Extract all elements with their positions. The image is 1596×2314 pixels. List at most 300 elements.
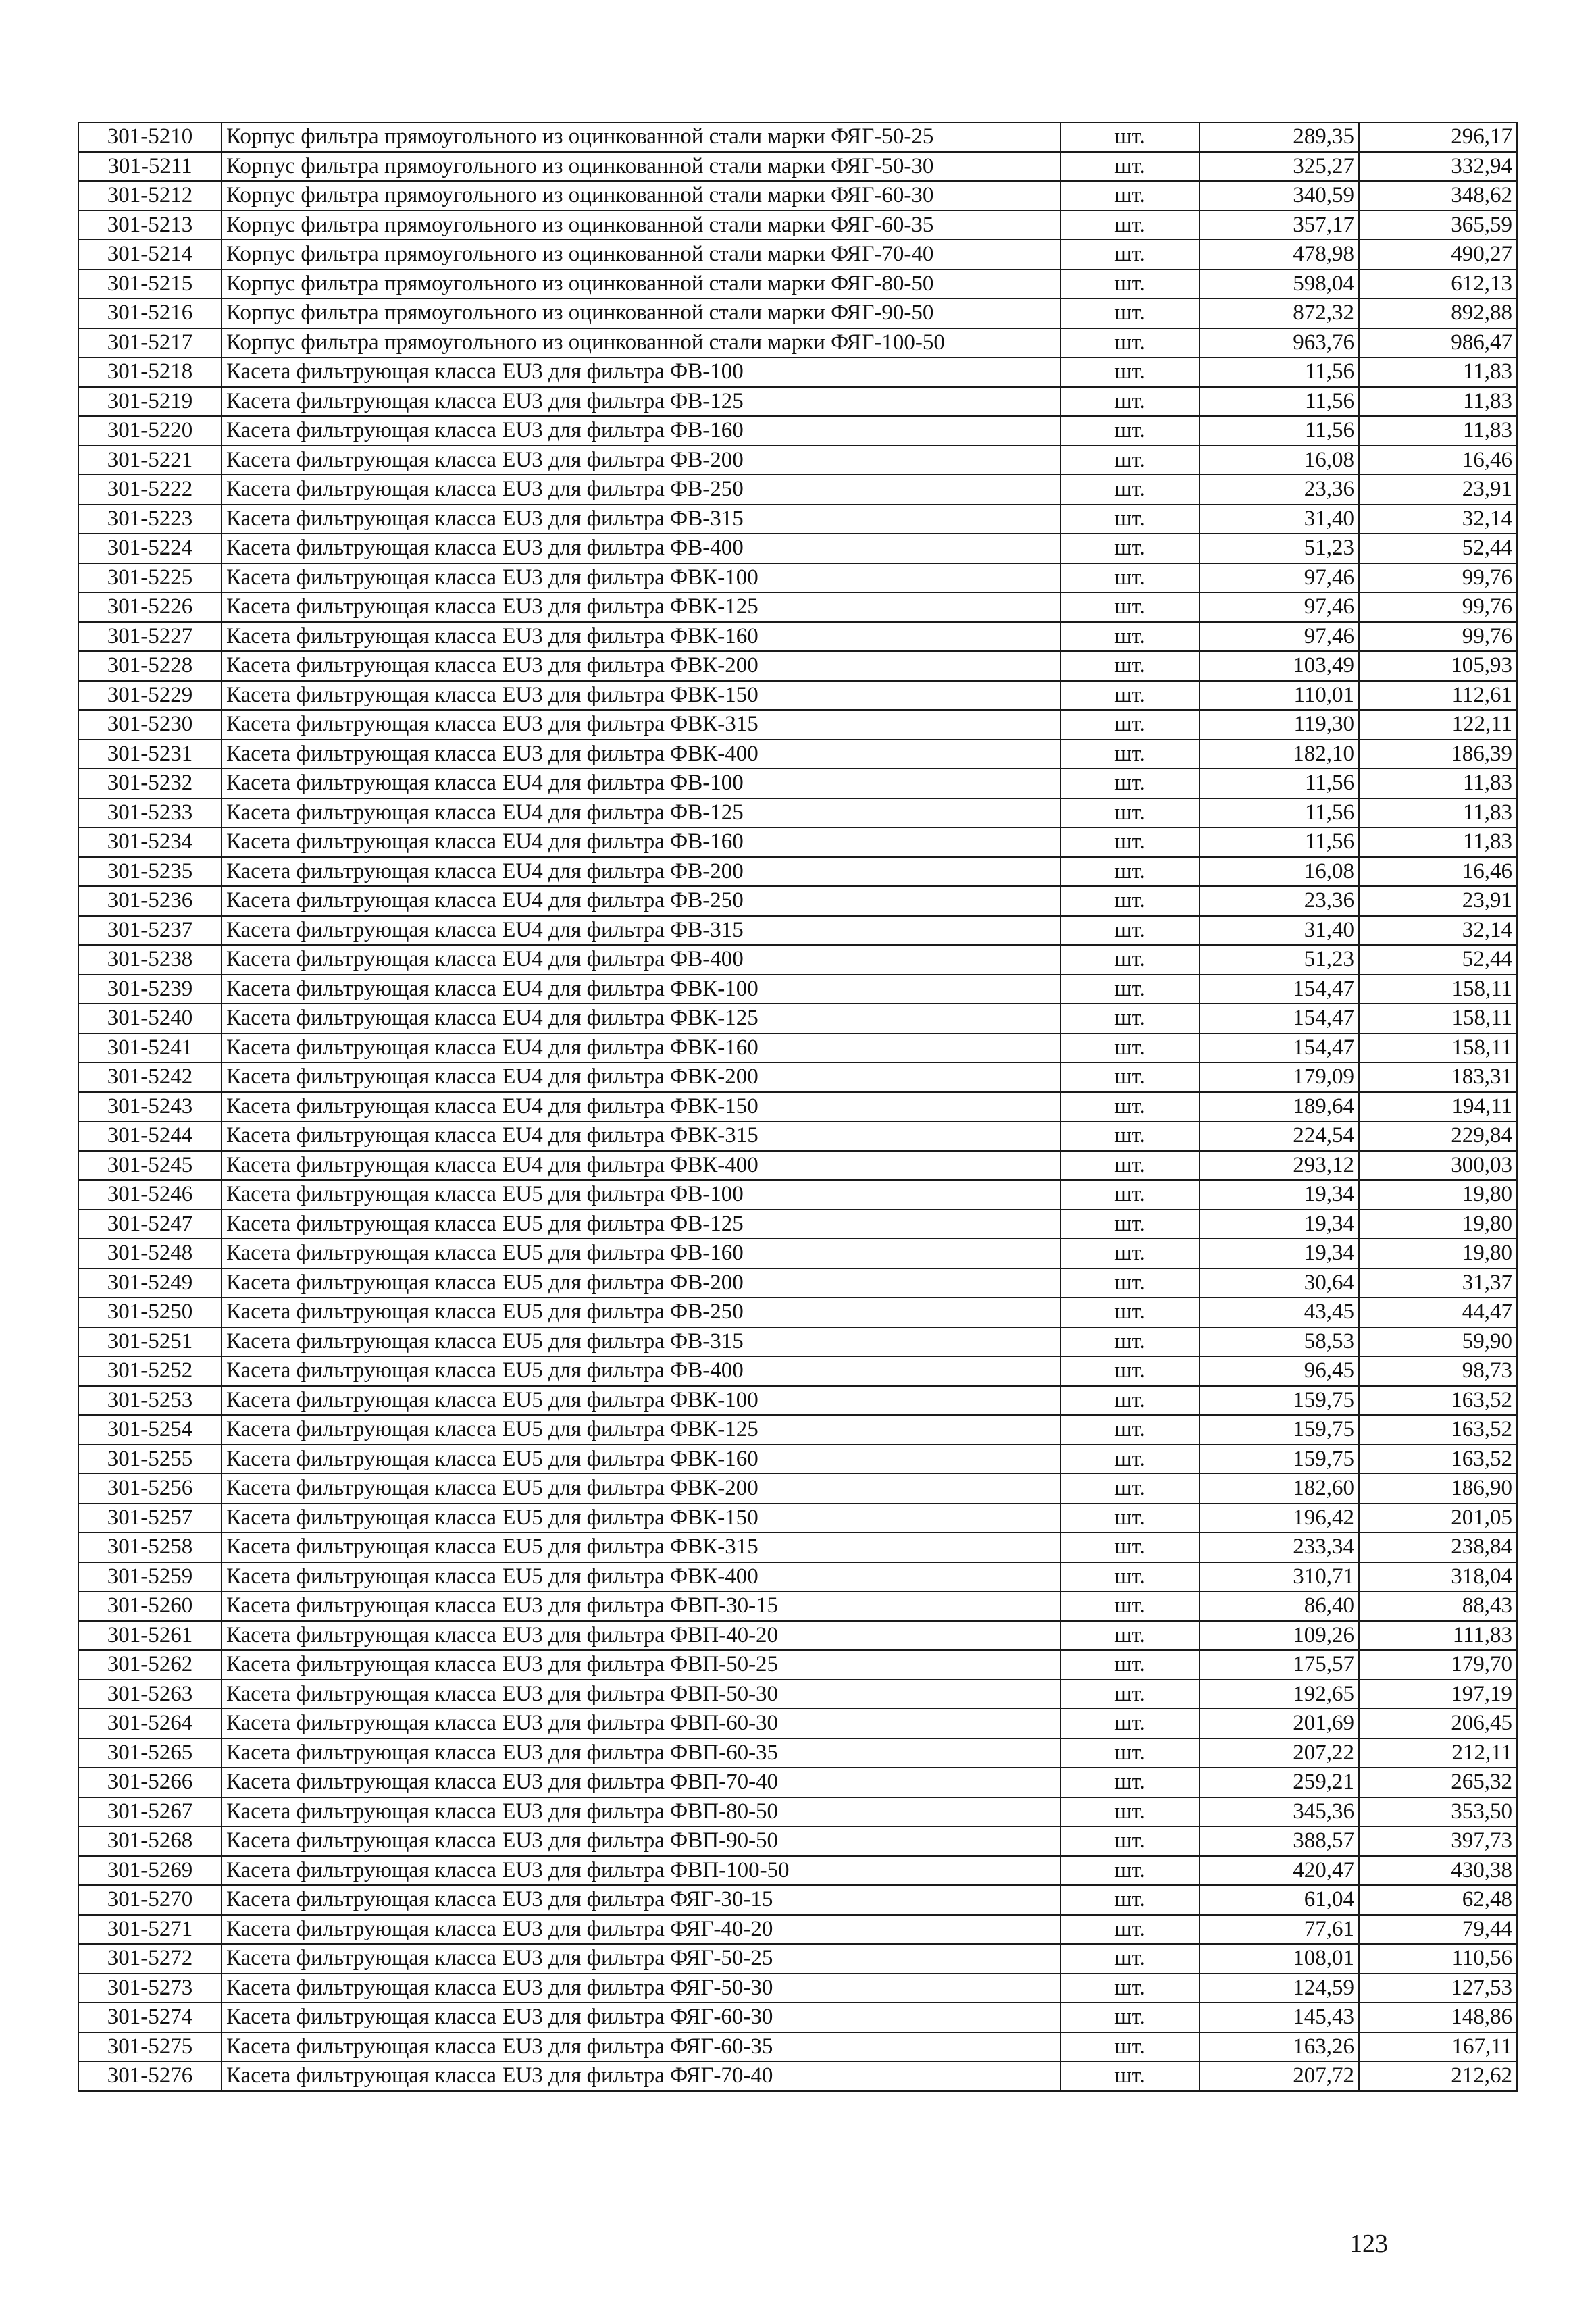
unit-cell: шт.	[1060, 505, 1200, 534]
table-row	[78, 1062, 1517, 1092]
unit-cell: шт.	[1060, 475, 1200, 505]
item-code-cell: 301-5241	[78, 1033, 222, 1063]
table-row	[78, 1474, 1517, 1503]
unit-cell: шт.	[1060, 710, 1200, 740]
price-cell-1: 154,47	[1200, 1033, 1359, 1063]
price-cell-2: 430,38	[1359, 1856, 1517, 1886]
item-code-cell: 301-5246	[78, 1180, 222, 1210]
price-cell-1: 224,54	[1200, 1121, 1359, 1151]
table-row	[78, 1856, 1517, 1886]
price-cell-2: 212,62	[1359, 2061, 1517, 2091]
item-code-cell: 301-5256	[78, 1474, 222, 1503]
item-code-cell: 301-5268	[78, 1826, 222, 1856]
table-row	[78, 1621, 1517, 1651]
price-cell-2: 186,39	[1359, 740, 1517, 769]
item-code-cell: 301-5237	[78, 916, 222, 946]
unit-cell: шт.	[1060, 975, 1200, 1004]
table-row	[78, 651, 1517, 681]
price-cell-1: 159,75	[1200, 1415, 1359, 1445]
item-code-cell: 301-5262	[78, 1650, 222, 1680]
price-cell-1: 61,04	[1200, 1885, 1359, 1915]
item-code-cell: 301-5263	[78, 1680, 222, 1709]
price-cell-2: 112,61	[1359, 681, 1517, 711]
price-cell-1: 119,30	[1200, 710, 1359, 740]
unit-cell: шт.	[1060, 769, 1200, 798]
price-cell-1: 16,08	[1200, 857, 1359, 887]
price-cell-2: 353,50	[1359, 1797, 1517, 1827]
table-row	[78, 181, 1517, 211]
item-code-cell: 301-5238	[78, 945, 222, 975]
table-row	[78, 1562, 1517, 1592]
item-code-cell: 301-5242	[78, 1062, 222, 1092]
price-cell-1: 11,56	[1200, 798, 1359, 828]
table-row	[78, 1768, 1517, 1797]
table-row	[78, 798, 1517, 828]
price-cell-1: 179,09	[1200, 1062, 1359, 1092]
unit-cell: шт.	[1060, 592, 1200, 622]
item-name-cell: Касета фильтрующая класса EU5 для фильтра ФВ-125	[222, 1210, 1060, 1239]
table-row	[78, 1533, 1517, 1562]
price-cell-2: 183,31	[1359, 1062, 1517, 1092]
item-code-cell: 301-5269	[78, 1856, 222, 1886]
price-cell-2: 238,84	[1359, 1533, 1517, 1562]
item-name-cell: Корпус фильтра прямоугольного из оцинкованной стали марки ФЯГ-100-50	[222, 328, 1060, 358]
price-cell-1: 259,21	[1200, 1768, 1359, 1797]
table-row	[78, 1503, 1517, 1533]
unit-cell: шт.	[1060, 1474, 1200, 1503]
table-row	[78, 1944, 1517, 1974]
item-name-cell: Корпус фильтра прямоугольного из оцинкованной стали марки ФЯГ-60-35	[222, 211, 1060, 240]
item-name-cell: Касета фильтрующая класса EU3 для фильтра ФВП-40-20	[222, 1621, 1060, 1651]
item-code-cell: 301-5235	[78, 857, 222, 887]
unit-cell: шт.	[1060, 1268, 1200, 1298]
unit-cell: шт.	[1060, 1033, 1200, 1063]
price-cell-2: 332,94	[1359, 152, 1517, 182]
item-code-cell: 301-5217	[78, 328, 222, 358]
price-cell-1: 196,42	[1200, 1503, 1359, 1533]
unit-cell: шт.	[1060, 240, 1200, 269]
table-row	[78, 1974, 1517, 2003]
price-cell-2: 19,80	[1359, 1239, 1517, 1268]
item-code-cell: 301-5219	[78, 387, 222, 417]
price-cell-2: 201,05	[1359, 1503, 1517, 1533]
item-code-cell: 301-5225	[78, 563, 222, 593]
item-name-cell: Касета фильтрующая класса EU3 для фильтра ФЯГ-60-30	[222, 2003, 1060, 2032]
item-name-cell: Касета фильтрующая класса EU3 для фильтра ФВК-150	[222, 681, 1060, 711]
item-name-cell: Касета фильтрующая класса EU3 для фильтра ФВ-315	[222, 505, 1060, 534]
item-name-cell: Касета фильтрующая класса EU3 для фильтра ФЯГ-60-35	[222, 2032, 1060, 2062]
price-cell-1: 19,34	[1200, 1239, 1359, 1268]
price-cell-2: 98,73	[1359, 1356, 1517, 1386]
table-row	[78, 563, 1517, 593]
unit-cell: шт.	[1060, 2003, 1200, 2032]
price-cell-1: 11,56	[1200, 416, 1359, 446]
price-cell-2: 105,93	[1359, 651, 1517, 681]
price-cell-1: 293,12	[1200, 1151, 1359, 1181]
item-name-cell: Касета фильтрующая класса EU5 для фильтра ФВК-125	[222, 1415, 1060, 1445]
item-name-cell: Касета фильтрующая класса EU4 для фильтра ФВК-100	[222, 975, 1060, 1004]
table-row	[78, 1915, 1517, 1945]
unit-cell: шт.	[1060, 1915, 1200, 1945]
table-row	[78, 1327, 1517, 1357]
table-row	[78, 446, 1517, 475]
table-row	[78, 2061, 1517, 2091]
price-cell-2: 110,56	[1359, 1944, 1517, 1974]
item-code-cell: 301-5248	[78, 1239, 222, 1268]
item-name-cell: Касета фильтрующая класса EU3 для фильтра ФВП-60-35	[222, 1739, 1060, 1768]
unit-cell: шт.	[1060, 1533, 1200, 1562]
price-cell-1: 86,40	[1200, 1591, 1359, 1621]
price-cell-2: 19,80	[1359, 1210, 1517, 1239]
table-row	[78, 1739, 1517, 1768]
price-cell-2: 490,27	[1359, 240, 1517, 269]
price-cell-1: 325,27	[1200, 152, 1359, 182]
price-cell-2: 397,73	[1359, 1826, 1517, 1856]
price-cell-1: 192,65	[1200, 1680, 1359, 1709]
item-code-cell: 301-5275	[78, 2032, 222, 2062]
price-cell-1: 233,34	[1200, 1533, 1359, 1562]
unit-cell: шт.	[1060, 299, 1200, 328]
price-cell-1: 51,23	[1200, 945, 1359, 975]
price-cell-1: 97,46	[1200, 563, 1359, 593]
price-cell-1: 201,69	[1200, 1709, 1359, 1739]
unit-cell: шт.	[1060, 2061, 1200, 2091]
price-cell-1: 124,59	[1200, 1974, 1359, 2003]
table-row	[78, 1239, 1517, 1268]
item-name-cell: Касета фильтрующая класса EU3 для фильтра ФВК-100	[222, 563, 1060, 593]
unit-cell: шт.	[1060, 1680, 1200, 1709]
price-cell-2: 212,11	[1359, 1739, 1517, 1768]
item-name-cell: Касета фильтрующая класса EU3 для фильтра ФВП-80-50	[222, 1797, 1060, 1827]
item-code-cell: 301-5244	[78, 1121, 222, 1151]
item-code-cell: 301-5272	[78, 1944, 222, 1974]
item-code-cell: 301-5231	[78, 740, 222, 769]
table-row	[78, 857, 1517, 887]
item-code-cell: 301-5221	[78, 446, 222, 475]
item-name-cell: Касета фильтрующая класса EU3 для фильтра ФЯГ-30-15	[222, 1885, 1060, 1915]
item-code-cell: 301-5257	[78, 1503, 222, 1533]
item-name-cell: Касета фильтрующая класса EU5 для фильтра ФВ-200	[222, 1268, 1060, 1298]
table-row	[78, 975, 1517, 1004]
price-cell-1: 30,64	[1200, 1268, 1359, 1298]
price-cell-2: 62,48	[1359, 1885, 1517, 1915]
unit-cell: шт.	[1060, 1356, 1200, 1386]
price-cell-2: 52,44	[1359, 534, 1517, 563]
price-cell-1: 31,40	[1200, 505, 1359, 534]
price-cell-2: 16,46	[1359, 857, 1517, 887]
unit-cell: шт.	[1060, 1151, 1200, 1181]
item-code-cell: 301-5267	[78, 1797, 222, 1827]
item-code-cell: 301-5210	[78, 122, 222, 152]
price-cell-1: 154,47	[1200, 1004, 1359, 1033]
price-cell-2: 79,44	[1359, 1915, 1517, 1945]
price-cell-1: 19,34	[1200, 1210, 1359, 1239]
price-cell-2: 99,76	[1359, 592, 1517, 622]
unit-cell: шт.	[1060, 1210, 1200, 1239]
price-cell-2: 11,83	[1359, 769, 1517, 798]
price-cell-1: 345,36	[1200, 1797, 1359, 1827]
table-row	[78, 1591, 1517, 1621]
item-name-cell: Касета фильтрующая класса EU4 для фильтра ФВ-160	[222, 827, 1060, 857]
price-cell-1: 109,26	[1200, 1621, 1359, 1651]
price-cell-2: 23,91	[1359, 475, 1517, 505]
unit-cell: шт.	[1060, 651, 1200, 681]
table-row	[78, 827, 1517, 857]
unit-cell: шт.	[1060, 1562, 1200, 1592]
unit-cell: шт.	[1060, 1327, 1200, 1357]
item-code-cell: 301-5214	[78, 240, 222, 269]
unit-cell: шт.	[1060, 1709, 1200, 1739]
price-cell-1: 207,72	[1200, 2061, 1359, 2091]
unit-cell: шт.	[1060, 827, 1200, 857]
item-code-cell: 301-5222	[78, 475, 222, 505]
unit-cell: шт.	[1060, 122, 1200, 152]
table-row	[78, 592, 1517, 622]
item-code-cell: 301-5226	[78, 592, 222, 622]
item-name-cell: Касета фильтрующая класса EU5 для фильтра ФВ-100	[222, 1180, 1060, 1210]
item-name-cell: Касета фильтрующая класса EU4 для фильтра ФВ-400	[222, 945, 1060, 975]
price-cell-1: 77,61	[1200, 1915, 1359, 1945]
item-code-cell: 301-5274	[78, 2003, 222, 2032]
price-cell-2: 348,62	[1359, 181, 1517, 211]
price-cell-2: 11,83	[1359, 827, 1517, 857]
table-row	[78, 916, 1517, 946]
item-name-cell: Касета фильтрующая класса EU3 для фильтра ФВП-30-15	[222, 1591, 1060, 1621]
unit-cell: шт.	[1060, 1768, 1200, 1797]
unit-cell: шт.	[1060, 1826, 1200, 1856]
unit-cell: шт.	[1060, 1415, 1200, 1445]
item-name-cell: Касета фильтрующая класса EU3 для фильтра ФВП-50-25	[222, 1650, 1060, 1680]
price-cell-1: 16,08	[1200, 446, 1359, 475]
unit-cell: шт.	[1060, 1062, 1200, 1092]
item-code-cell: 301-5223	[78, 505, 222, 534]
table-row	[78, 1680, 1517, 1709]
unit-cell: шт.	[1060, 1121, 1200, 1151]
item-code-cell: 301-5255	[78, 1445, 222, 1474]
table-row	[78, 269, 1517, 299]
price-cell-2: 19,80	[1359, 1180, 1517, 1210]
price-cell-2: 11,83	[1359, 387, 1517, 417]
price-cell-2: 892,88	[1359, 299, 1517, 328]
unit-cell: шт.	[1060, 269, 1200, 299]
price-cell-2: 88,43	[1359, 1591, 1517, 1621]
unit-cell: шт.	[1060, 357, 1200, 387]
table-row	[78, 1356, 1517, 1386]
price-cell-2: 99,76	[1359, 563, 1517, 593]
price-cell-2: 179,70	[1359, 1650, 1517, 1680]
item-code-cell: 301-5243	[78, 1092, 222, 1122]
item-code-cell: 301-5273	[78, 1974, 222, 2003]
price-cell-2: 99,76	[1359, 622, 1517, 652]
unit-cell: шт.	[1060, 1621, 1200, 1651]
price-cell-1: 420,47	[1200, 1856, 1359, 1886]
table-row	[78, 240, 1517, 269]
table-row	[78, 328, 1517, 358]
price-cell-1: 159,75	[1200, 1445, 1359, 1474]
table-row	[78, 1180, 1517, 1210]
price-cell-1: 963,76	[1200, 328, 1359, 358]
table-row	[78, 769, 1517, 798]
price-cell-1: 110,01	[1200, 681, 1359, 711]
table-row	[78, 1709, 1517, 1739]
price-cell-2: 365,59	[1359, 211, 1517, 240]
unit-cell: шт.	[1060, 798, 1200, 828]
item-code-cell: 301-5213	[78, 211, 222, 240]
price-cell-1: 478,98	[1200, 240, 1359, 269]
unit-cell: шт.	[1060, 211, 1200, 240]
price-cell-2: 163,52	[1359, 1415, 1517, 1445]
item-code-cell: 301-5264	[78, 1709, 222, 1739]
item-code-cell: 301-5240	[78, 1004, 222, 1033]
item-name-cell: Касета фильтрующая класса EU4 для фильтра ФВК-400	[222, 1151, 1060, 1181]
price-cell-1: 163,26	[1200, 2032, 1359, 2062]
price-cell-2: 16,46	[1359, 446, 1517, 475]
table-row	[78, 1797, 1517, 1827]
price-cell-2: 52,44	[1359, 945, 1517, 975]
item-code-cell: 301-5253	[78, 1386, 222, 1416]
price-cell-1: 11,56	[1200, 769, 1359, 798]
item-name-cell: Касета фильтрующая класса EU5 для фильтра ФВК-150	[222, 1503, 1060, 1533]
table-row	[78, 622, 1517, 652]
unit-cell: шт.	[1060, 916, 1200, 946]
table-row	[78, 357, 1517, 387]
price-cell-2: 111,83	[1359, 1621, 1517, 1651]
unit-cell: шт.	[1060, 2032, 1200, 2062]
unit-cell: шт.	[1060, 1797, 1200, 1827]
table-row	[78, 1268, 1517, 1298]
item-name-cell: Касета фильтрующая класса EU3 для фильтра ФВ-200	[222, 446, 1060, 475]
table-row	[78, 1297, 1517, 1327]
item-code-cell: 301-5220	[78, 416, 222, 446]
table-row	[78, 475, 1517, 505]
item-name-cell: Касета фильтрующая класса EU3 для фильтра ФВК-160	[222, 622, 1060, 652]
price-cell-1: 388,57	[1200, 1826, 1359, 1856]
price-cell-1: 108,01	[1200, 1944, 1359, 1974]
price-cell-1: 58,53	[1200, 1327, 1359, 1357]
unit-cell: шт.	[1060, 1004, 1200, 1033]
item-code-cell: 301-5271	[78, 1915, 222, 1945]
unit-cell: шт.	[1060, 1092, 1200, 1122]
item-code-cell: 301-5236	[78, 886, 222, 916]
unit-cell: шт.	[1060, 1650, 1200, 1680]
item-code-cell: 301-5215	[78, 269, 222, 299]
price-cell-2: 11,83	[1359, 416, 1517, 446]
item-code-cell: 301-5245	[78, 1151, 222, 1181]
price-cell-2: 229,84	[1359, 1121, 1517, 1151]
price-cell-2: 300,03	[1359, 1151, 1517, 1181]
table-body	[78, 122, 1517, 2091]
price-cell-1: 23,36	[1200, 475, 1359, 505]
item-code-cell: 301-5276	[78, 2061, 222, 2091]
price-cell-2: 158,11	[1359, 1033, 1517, 1063]
price-cell-1: 872,32	[1200, 299, 1359, 328]
item-code-cell: 301-5211	[78, 152, 222, 182]
item-code-cell: 301-5251	[78, 1327, 222, 1357]
price-cell-2: 265,32	[1359, 1768, 1517, 1797]
unit-cell: шт.	[1060, 1974, 1200, 2003]
item-code-cell: 301-5266	[78, 1768, 222, 1797]
price-cell-2: 59,90	[1359, 1327, 1517, 1357]
item-name-cell: Касета фильтрующая класса EU3 для фильтра ФВК-400	[222, 740, 1060, 769]
price-cell-1: 340,59	[1200, 181, 1359, 211]
price-cell-1: 96,45	[1200, 1356, 1359, 1386]
item-code-cell: 301-5218	[78, 357, 222, 387]
item-name-cell: Касета фильтрующая класса EU5 для фильтра ФВК-400	[222, 1562, 1060, 1592]
item-name-cell: Касета фильтрующая класса EU3 для фильтра ФВП-70-40	[222, 1768, 1060, 1797]
price-cell-1: 19,34	[1200, 1180, 1359, 1210]
item-name-cell: Касета фильтрующая класса EU3 для фильтра ФВП-100-50	[222, 1856, 1060, 1886]
item-code-cell: 301-5239	[78, 975, 222, 1004]
price-cell-1: 23,36	[1200, 886, 1359, 916]
price-cell-1: 154,47	[1200, 975, 1359, 1004]
table-row	[78, 1445, 1517, 1474]
unit-cell: шт.	[1060, 886, 1200, 916]
price-cell-2: 612,13	[1359, 269, 1517, 299]
item-code-cell: 301-5233	[78, 798, 222, 828]
price-cell-2: 197,19	[1359, 1680, 1517, 1709]
price-cell-2: 127,53	[1359, 1974, 1517, 2003]
item-name-cell: Касета фильтрующая класса EU3 для фильтра ФВК-125	[222, 592, 1060, 622]
unit-cell: шт.	[1060, 945, 1200, 975]
price-cell-1: 11,56	[1200, 357, 1359, 387]
price-cell-1: 43,45	[1200, 1297, 1359, 1327]
item-code-cell: 301-5247	[78, 1210, 222, 1239]
table-row	[78, 1004, 1517, 1033]
price-cell-2: 986,47	[1359, 328, 1517, 358]
table-row	[78, 505, 1517, 534]
price-cell-2: 122,11	[1359, 710, 1517, 740]
item-name-cell: Касета фильтрующая класса EU5 для фильтра ФВ-315	[222, 1327, 1060, 1357]
item-name-cell: Касета фильтрующая класса EU5 для фильтра ФВ-400	[222, 1356, 1060, 1386]
price-cell-1: 598,04	[1200, 269, 1359, 299]
table-row	[78, 122, 1517, 152]
table-row	[78, 1151, 1517, 1181]
table-row	[78, 387, 1517, 417]
item-name-cell: Касета фильтрующая класса EU4 для фильтра ФВК-125	[222, 1004, 1060, 1033]
unit-cell: шт.	[1060, 1239, 1200, 1268]
price-cell-1: 175,57	[1200, 1650, 1359, 1680]
price-cell-1: 51,23	[1200, 534, 1359, 563]
item-name-cell: Касета фильтрующая класса EU3 для фильтра ФВК-200	[222, 651, 1060, 681]
unit-cell: шт.	[1060, 1739, 1200, 1768]
item-name-cell: Корпус фильтра прямоугольного из оцинкованной стали марки ФЯГ-70-40	[222, 240, 1060, 269]
price-cell-1: 103,49	[1200, 651, 1359, 681]
unit-cell: шт.	[1060, 1445, 1200, 1474]
price-cell-2: 44,47	[1359, 1297, 1517, 1327]
price-cell-2: 318,04	[1359, 1562, 1517, 1592]
item-code-cell: 301-5224	[78, 534, 222, 563]
unit-cell: шт.	[1060, 416, 1200, 446]
price-cell-1: 182,10	[1200, 740, 1359, 769]
price-cell-1: 159,75	[1200, 1386, 1359, 1416]
item-name-cell: Касета фильтрующая класса EU3 для фильтра ФВ-160	[222, 416, 1060, 446]
item-name-cell: Корпус фильтра прямоугольного из оцинкованной стали марки ФЯГ-60-30	[222, 181, 1060, 211]
item-name-cell: Касета фильтрующая класса EU4 для фильтра ФВК-150	[222, 1092, 1060, 1122]
item-name-cell: Корпус фильтра прямоугольного из оцинкованной стали марки ФЯГ-80-50	[222, 269, 1060, 299]
table-row	[78, 2032, 1517, 2062]
price-cell-2: 163,52	[1359, 1386, 1517, 1416]
unit-cell: шт.	[1060, 1297, 1200, 1327]
item-code-cell: 301-5234	[78, 827, 222, 857]
unit-cell: шт.	[1060, 446, 1200, 475]
unit-cell: шт.	[1060, 857, 1200, 887]
table-row	[78, 152, 1517, 182]
item-name-cell: Касета фильтрующая класса EU3 для фильтра ФВП-90-50	[222, 1826, 1060, 1856]
price-cell-1: 310,71	[1200, 1562, 1359, 1592]
unit-cell: шт.	[1060, 681, 1200, 711]
price-cell-1: 97,46	[1200, 622, 1359, 652]
item-name-cell: Касета фильтрующая класса EU3 для фильтра ФВ-100	[222, 357, 1060, 387]
